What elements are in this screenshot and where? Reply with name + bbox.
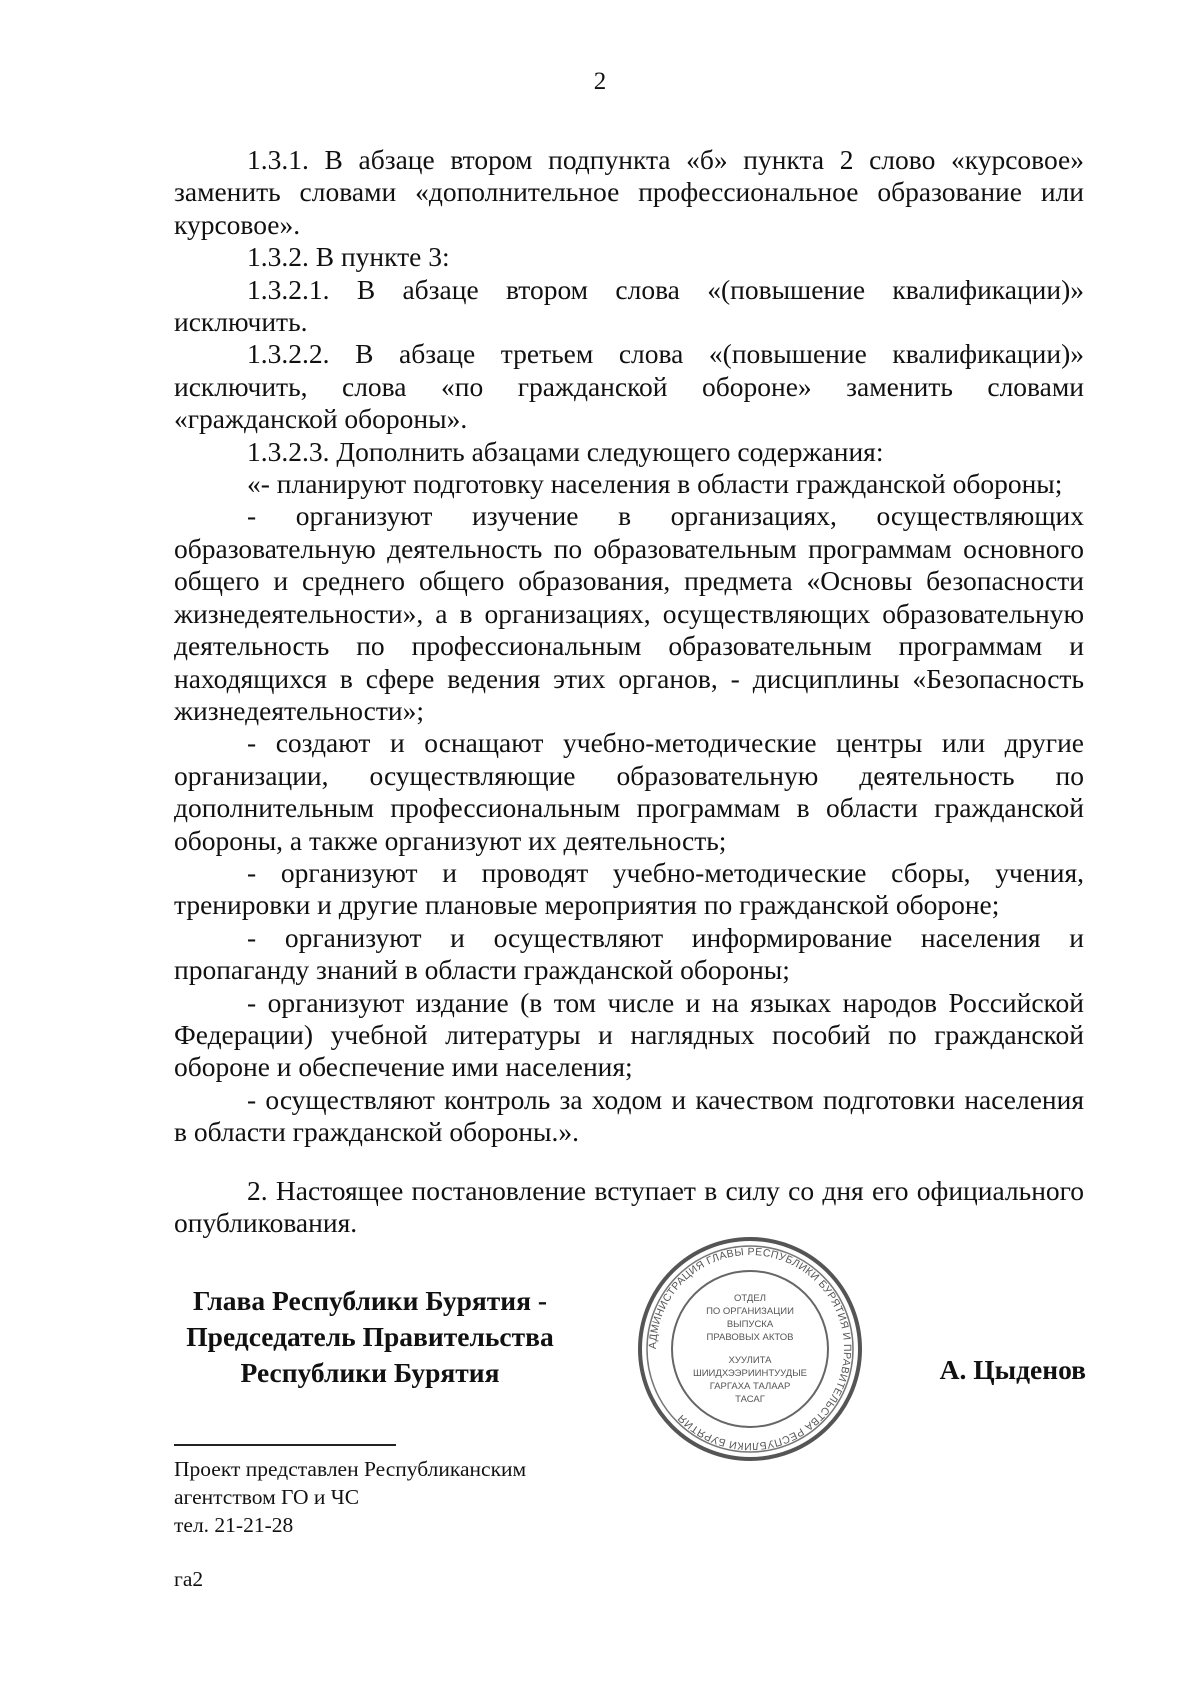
signer-name: А. Цыденов [939,1354,1086,1385]
seal-center-line: ХУУЛИТА [728,1355,772,1366]
paragraph-1-3-2-2: 1.3.2.2. В абзаце третьем слова «(повышение квалификации)» исключить, слова «по гражданской обороне» заменить словами «гражданской обороны». [174,338,1084,435]
seal-center-line: ОТДЕЛ [734,1293,766,1304]
list-item-control: - осуществляют контроль за ходом и качеством подготовки населения в области гражданской обороны.». [174,1083,1084,1148]
seal-ring-text-path: АДМИНИСТРАЦИЯ ГЛАВЫ РЕСПУБЛИКИ БУРЯТИЯ И ПРАВИТЕЛЬСТВА РЕСПУБЛИКИ БУРЯТИЯ [646,1245,854,1453]
list-item-trainings: - организуют и проводят учебно-методические сборы, учения, тренировки и другие плановые мероприятия по гражданской обороне; [174,856,1084,921]
footnote [174,1455,526,1539]
list-item-informing: - организуют и осуществляют информирование населения и пропаганду знаний в области гражданской обороны; [174,921,1084,986]
signatory-title [160,1283,580,1391]
paragraph-1-3-2: 1.3.2. В пункте 3: [247,241,450,273]
signatory-line: Председатель Правительства [186,1321,554,1352]
list-item-centers: - создают и оснащают учебно-методические центры или другие организации, осуществляющие образовательную деятельность по дополнительным профессиональным программам в области гражданской обороны, а также организуют их деятельность; [174,727,1084,856]
closing-paragraph: 2. Настоящее постановление вступает в силу со дня его официального опубликования. [174,1175,1084,1239]
paragraph-1-3-2-1: 1.3.2.1. В абзаце втором слова «(повышение квалификации)» исключить. [174,273,1084,338]
seal-center-line: ПРАВОВЫХ АКТОВ [706,1332,794,1343]
list-item-study: - организуют изучение в организациях, осуществляющих образовательную деятельность по образовательным программам основного общего и среднего общего образования, предмета «Основы безопасности жизнедеятельности», а в организациях, осуществляющих образовательную деятельность по профессиональным образовательным программам и находящихся в сфере ведения этих органов, - дисциплины «Безопасность жизнедеятельности»; [174,500,1084,726]
footnote-line: агентством ГО и ЧС [174,1485,360,1509]
seal-center-line: ТАСАГ [735,1394,765,1405]
seal-ring-text [647,1246,853,1452]
footnote-line: Проект представлен Республиканским [174,1457,527,1481]
paragraph-1-3-2-3: 1.3.2.3. Дополнить абзацами следующего содержания: [247,435,884,467]
footnote-divider [174,1444,396,1446]
official-seal [636,1235,864,1463]
list-item-planning: «- планируют подготовку населения в области гражданской обороны; [247,468,1063,500]
document-code: га2 [174,1567,204,1591]
list-item-publishing: - организуют издание (в том числе и на языках народов Российской Федерации) учебной литературы и наглядных пособий по гражданской обороне и обеспечение ими населения; [174,986,1084,1083]
document-body [174,144,1084,1149]
seal-center-line: ШИИДХЭЭРИИНТУУДЫЕ [693,1368,807,1379]
signatory-line: Глава Республики Бурятия - [192,1285,548,1316]
signatory-line: Республики Бурятия [240,1357,500,1388]
seal-center-line: ВЫПУСКА [726,1319,774,1330]
seal-center-line: ПО ОРГАНИЗАЦИИ [706,1306,794,1317]
footnote-line: тел. 21-21-28 [174,1513,294,1537]
paragraph-1-3-1: 1.3.1. В абзаце втором подпункта «б» пункта 2 слово «курсовое» заменить словами «дополнительное профессиональное образование или курсовое». [174,144,1084,240]
page-number: 2 [593,68,607,95]
seal-center-line: ГАРГАХА ТАЛААР [709,1381,791,1392]
